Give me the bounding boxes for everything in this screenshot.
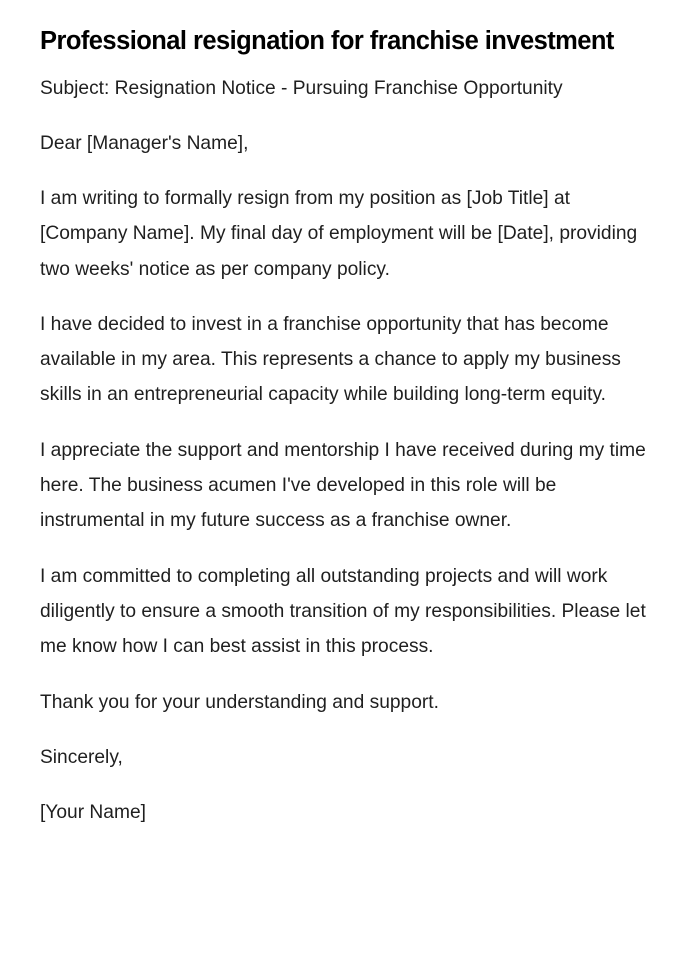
document-title: Professional resignation for franchise investment	[40, 27, 614, 55]
closing: Sincerely,	[40, 746, 123, 768]
signature: [Your Name]	[40, 801, 146, 823]
body-paragraph-transition: I am committed to completing all outstanding projects and will work diligently to ensure a smooth transition of my responsibilities. Please let me know how I can best assist in this process.	[40, 565, 646, 658]
thanks-line: Thank you for your understanding and support.	[40, 691, 439, 713]
body-paragraph-resignation: I am writing to formally resign from my position as [Job Title] at [Company Name]. My final day of employment will be [Date], providing two weeks' notice as per company policy.	[40, 188, 638, 280]
subject-line: Subject: Resignation Notice - Pursuing Franchise Opportunity	[40, 78, 563, 99]
salutation: Dear [Manager's Name],	[40, 133, 249, 154]
letter-page	[40, 24, 660, 850]
body-paragraph-appreciation: I appreciate the support and mentorship I have received during my time here. The business acumen I've developed in this role will be instrumental in my future success as a franchise owner.	[40, 439, 646, 532]
body-paragraph-franchise: I have decided to invest in a franchise opportunity that has become available in my area. This represents a chance to apply my business skills in an entrepreneurial capacity while building long-term equity.	[40, 313, 621, 406]
